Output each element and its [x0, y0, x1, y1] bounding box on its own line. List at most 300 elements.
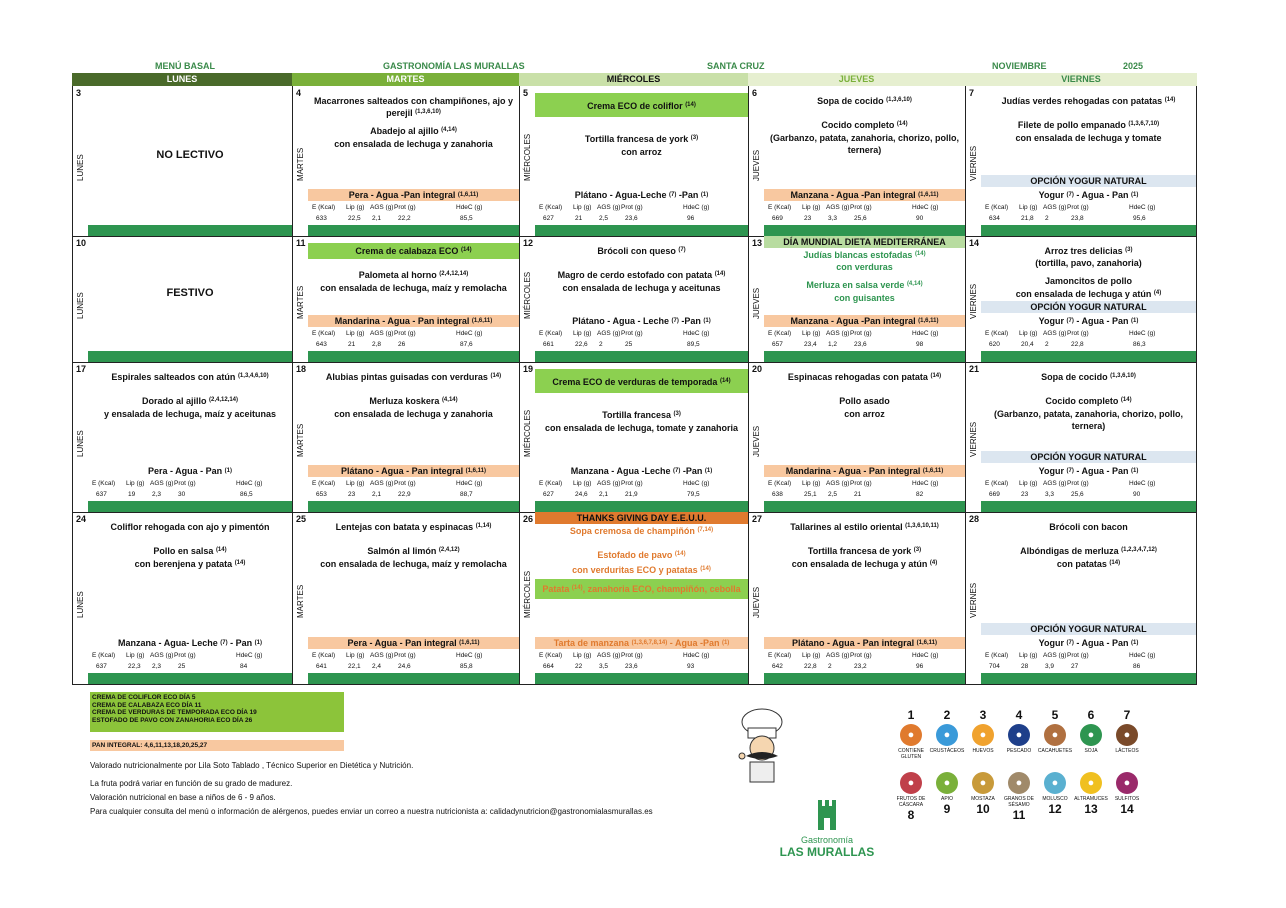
day-number: 11: [296, 238, 306, 248]
nutrition-header-hdc: HdeC (g): [683, 330, 710, 337]
yogurt-option: OPCIÓN YOGUR NATURAL: [981, 175, 1196, 187]
second-course-text: Dorado al ajillo: [141, 396, 207, 406]
dessert-allergens2: (1): [254, 640, 262, 646]
first-course-allergens: (1,3,6,10,11): [905, 523, 939, 529]
first-course-allergens: (1,3,6,10): [886, 97, 912, 103]
allergen-legend-item: [1073, 770, 1109, 816]
second-course-allergens: (1,2,3,4,7,12): [1121, 547, 1157, 553]
side-dish: [981, 559, 1196, 570]
second-course-text: Salmón al limón: [367, 546, 437, 556]
first-course: [308, 372, 519, 383]
cell-footer-bar: [535, 225, 748, 236]
day-cell: [965, 362, 1196, 512]
side-dish-text: con ensalada de lechuga, tomate y zanahoria: [544, 423, 739, 433]
day-cell: [519, 86, 748, 236]
second-course: [981, 276, 1196, 287]
first-course-allergens: (14): [914, 251, 926, 257]
second-course: [308, 126, 519, 137]
nutrition-header: [535, 480, 748, 490]
allergen-legend-item: [893, 708, 929, 760]
nutrition-header-hdc: HdeC (g): [1129, 480, 1156, 487]
nutrition-value: 627: [543, 215, 554, 222]
allergen-legend-item: [965, 770, 1001, 816]
nutrition-value: 661: [543, 341, 554, 348]
nutrition-value: 2: [1045, 215, 1049, 222]
second-course: [88, 396, 292, 407]
first-course: [764, 250, 965, 261]
dessert-text2: -Pan: [678, 190, 699, 200]
second-course: [535, 550, 748, 561]
nutrition-value: 638: [772, 491, 783, 498]
first-course-text: Espinacas rehogadas con patata: [787, 372, 928, 382]
nutrition-header-prot: Prot (g): [394, 480, 416, 487]
side-dish: [764, 409, 965, 420]
second-course-text: Tortilla francesa: [602, 410, 671, 420]
nutrition-header-e: E (Kcal): [768, 330, 792, 337]
dessert: [535, 637, 748, 649]
first-course: [535, 377, 748, 388]
first-course-text: Coliflor rehogada con ajo y pimentón: [110, 522, 270, 532]
nutrition-values: [981, 491, 1196, 501]
second-course: [981, 396, 1196, 407]
second-course-allergens: (14): [1120, 397, 1132, 403]
nutrition-value: 86,5: [240, 491, 253, 498]
nutrition-value: 90: [916, 215, 924, 222]
nutrition-header-lip: Lip (g): [346, 204, 365, 211]
nutrition-values: [308, 663, 519, 673]
first-course-text: Sopa de cocido: [1041, 372, 1108, 382]
nutrition-value: 86,3: [1133, 341, 1146, 348]
nutrition-value: 30: [178, 491, 186, 498]
nutrition-header-e: E (Kcal): [312, 480, 336, 487]
day-cell: [72, 86, 292, 236]
cell-content: [981, 236, 1196, 362]
dessert: [764, 465, 965, 477]
eco-box: [90, 692, 344, 732]
dessert-text: Yogur: [1038, 638, 1064, 648]
first-course: [88, 522, 292, 533]
day-cell: [748, 236, 965, 362]
nutrition-value: 27: [1071, 663, 1079, 670]
first-course: [981, 96, 1196, 107]
nutrition-header-lip: Lip (g): [346, 480, 365, 487]
nutrition-header-e: E (Kcal): [768, 204, 792, 211]
side-dish-text: con ensalada de lechuga y tomate: [1015, 133, 1162, 143]
second-course-text: Pollo asado: [839, 396, 890, 406]
second-course: [535, 270, 748, 281]
nutrition-header-ags: AGS (g): [370, 480, 394, 487]
side-dish-text: con ensalada de lechuga, maíz y remolacha: [320, 283, 507, 293]
allergen-label: APIO: [941, 796, 953, 802]
nutrition-value: 21,9: [625, 491, 638, 498]
first-course-text: Espirales salteados con atún: [111, 372, 236, 382]
first-course: [764, 522, 965, 533]
nutrition-header-ags: AGS (g): [826, 204, 850, 211]
dessert-text: Yogur: [1038, 466, 1064, 476]
second-course-text: Abadejo al ajillo: [370, 126, 439, 136]
allergen-number: 8: [907, 808, 915, 822]
vertical-day-label: LUNES: [76, 154, 85, 181]
nutrition-header-ags: AGS (g): [1043, 480, 1067, 487]
yogurt-option: OPCIÓN YOGUR NATURAL: [981, 301, 1196, 313]
nutrition-value: 22,3: [128, 663, 141, 670]
nutrition-header: [88, 480, 292, 490]
side-dish-allergens: (4): [929, 560, 938, 566]
nutrition-value: 21: [575, 215, 583, 222]
nutrition-header-hdc: HdeC (g): [456, 652, 483, 659]
allergen-icon: ●: [972, 772, 994, 794]
cell-footer-bar: [764, 225, 965, 236]
nutrition-value: 2,3: [152, 663, 162, 670]
side-dish-text: (Garbanzo, patata, zanahoria, chorizo, pollo,: [769, 133, 960, 143]
second-course: [764, 546, 965, 557]
nutrition-header: [308, 480, 519, 490]
allergen-icon: ●: [1008, 772, 1030, 794]
nutrition-header: [535, 652, 748, 662]
second-course-text: Cocido completo: [1045, 396, 1119, 406]
nutrition-value: 22: [575, 663, 583, 670]
first-course-text: Crema ECO de coliflor: [587, 101, 683, 111]
nutrition-header-lip: Lip (g): [802, 480, 821, 487]
second-course-allergens: (14): [215, 547, 227, 553]
allergen-icon: ●: [1116, 724, 1138, 746]
nutrition-value: 633: [316, 215, 327, 222]
first-course-text: Judías verdes rehogadas con patatas: [1001, 96, 1163, 106]
special-day-banner: DÍA MUNDIAL DIETA MEDITERRÁNEA: [764, 236, 965, 248]
day-cell: [72, 512, 292, 684]
vertical-day-label: MARTES: [296, 584, 305, 618]
nutrition-values: [981, 341, 1196, 351]
second-course-allergens: (14): [714, 271, 726, 277]
dessert: [308, 465, 519, 477]
note-line: Para cualquier consulta del menú o información de alérgenos, puedes enviar un correo a nuestra nutricionista a: calidadynutricion@gastronomialasmurallas.es: [90, 807, 653, 816]
nutrition-value: 22,6: [575, 341, 588, 348]
allergen-number: 5: [1051, 708, 1059, 722]
nutrition-header-ags: AGS (g): [370, 652, 394, 659]
second-course: [308, 546, 519, 557]
nutrition-value: 25,6: [854, 215, 867, 222]
first-course: [981, 372, 1196, 383]
nutrition-header-e: E (Kcal): [539, 204, 563, 211]
cell-content: [535, 86, 748, 236]
cell-footer-bar: [764, 351, 965, 362]
second-course-text: Cocido completo: [821, 120, 895, 130]
cell-footer-bar: [981, 673, 1196, 684]
nutrition-value: 637: [96, 491, 107, 498]
cell-footer-bar: [308, 501, 519, 512]
dessert-allergens2: (1): [721, 640, 730, 646]
vertical-day-label: JUEVES: [752, 287, 761, 319]
vertical-day-label: MIÉRCOLES: [523, 409, 532, 457]
nutrition-header-lip: Lip (g): [346, 652, 365, 659]
day-number: 18: [296, 364, 307, 374]
day-header-martes: MARTES: [292, 73, 519, 86]
side-dish: [88, 559, 292, 570]
first-course-allergens: (14): [490, 373, 502, 379]
vertical-day-label: MIÉRCOLES: [523, 570, 532, 618]
nutrition-value: 26: [398, 341, 406, 348]
allergen-label: GRANOS DE SÉSAMO: [1003, 796, 1034, 808]
second-course-text: Pollo en salsa: [153, 546, 214, 556]
cell-footer-bar: [981, 225, 1196, 236]
nutrition-header: [308, 204, 519, 214]
dessert-text2: - Agua - Pan: [1076, 466, 1129, 476]
second-course: [308, 396, 519, 407]
nutrition-header-e: E (Kcal): [768, 652, 792, 659]
nutrition-value: 3,3: [1045, 491, 1055, 498]
cell-content: [308, 86, 519, 236]
vertical-day-label: MARTES: [296, 285, 305, 319]
cell-footer-bar: [308, 351, 519, 362]
nutrition-values: [764, 215, 965, 225]
nutrition-value: 86: [1133, 663, 1141, 670]
nutrition-value: 20,4: [1021, 341, 1034, 348]
garnish-text2: , zanahoria ECO, champiñón, cebolla: [582, 584, 741, 594]
dessert-text: Mandarina - Agua - Pan integral: [334, 316, 470, 326]
first-course-text: Lentejas con batata y espinacas: [335, 522, 474, 532]
first-course-allergens: (7,14): [697, 527, 714, 533]
nutrition-header-e: E (Kcal): [92, 652, 116, 659]
nutrition-header-lip: Lip (g): [1019, 652, 1038, 659]
nutrition-value: 2: [599, 341, 603, 348]
side-dish-text: con ensalada de lechuga, maíz y remolacha: [320, 559, 507, 569]
second-course-allergens: (4,14): [906, 281, 923, 287]
first-course-text: Sopa cremosa de champiñón: [569, 526, 695, 536]
allergen-label: MOSTAZA: [971, 796, 995, 802]
nutrition-value: 637: [96, 663, 107, 670]
first-course-text: Alubias pintas guisadas con verduras: [325, 372, 488, 382]
nutrition-value: 95,6: [1133, 215, 1146, 222]
second-course-allergens: (4,14): [441, 397, 458, 403]
side-dish-text: con ensalada de lechuga y zanahoria: [334, 139, 493, 149]
allergen-number: 4: [1015, 708, 1023, 722]
dessert: [535, 465, 748, 477]
cell-footer-bar: [88, 225, 292, 236]
first-course-text: Tallarines al estilo oriental: [790, 522, 903, 532]
second-course: [535, 134, 748, 145]
first-course-text: Brócoli con bacon: [1049, 522, 1128, 532]
vertical-day-label: JUEVES: [752, 425, 761, 457]
nutrition-value: 23: [1021, 491, 1029, 498]
side-dish-text: con ensalada de lechuga y aceitunas: [562, 283, 721, 293]
tower-icon: [816, 800, 838, 830]
day-number: 24: [76, 514, 87, 524]
side-dish: [88, 409, 292, 420]
first-course-allergens: (1,3,4,6,10): [237, 373, 269, 379]
nutrition-value: 25: [625, 341, 633, 348]
allergen-number: 9: [943, 802, 951, 816]
vertical-day-label: MARTES: [296, 147, 305, 181]
cell-content: [764, 86, 965, 236]
nutrition-header: [764, 652, 965, 662]
dessert-text2: -Pan: [681, 316, 701, 326]
dessert-allergens: (1,6,11): [916, 640, 938, 646]
first-course-text: Sopa de cocido: [817, 96, 884, 106]
dessert-allergens: (1,6,11): [918, 318, 939, 324]
side-dish-cont-text: ternera): [847, 145, 882, 155]
allergen-legend-item: [1001, 708, 1037, 754]
nutrition-header-hdc: HdeC (g): [912, 652, 939, 659]
nutrition-header: [535, 330, 748, 340]
day-cell: [292, 512, 519, 684]
vertical-day-label: JUEVES: [752, 586, 761, 618]
second-course-text: Tortilla francesa de york: [584, 134, 689, 144]
allergen-label: PESCADO: [1006, 748, 1032, 754]
allergen-label: SOJA: [1084, 748, 1098, 754]
dessert: [981, 637, 1196, 649]
nutrition-header-hdc: HdeC (g): [683, 652, 710, 659]
first-course-text: Brócoli con queso: [597, 246, 676, 256]
dessert: [308, 189, 519, 201]
allergen-icon: ●: [936, 772, 958, 794]
nutrition-value: 669: [989, 491, 1000, 498]
cell-content: [308, 236, 519, 362]
nutrition-value: 22,8: [804, 663, 817, 670]
nutrition-value: 96: [687, 215, 695, 222]
nutrition-header-e: E (Kcal): [539, 652, 563, 659]
nutrition-header-lip: Lip (g): [573, 652, 592, 659]
vertical-day-label: JUEVES: [752, 149, 761, 181]
allergen-number: 1: [907, 708, 915, 722]
allergen-number: 12: [1048, 802, 1062, 816]
vertical-day-label: LUNES: [76, 430, 85, 457]
day-header-jueves: JUEVES: [748, 73, 965, 86]
second-course-allergens: (3): [690, 135, 699, 141]
dessert-allergens: (7): [668, 192, 677, 198]
dessert-allergens: (1,6,11): [465, 468, 487, 474]
first-course-cont-text: con verduras: [836, 262, 893, 272]
first-course-text: Crema ECO de verduras de temporada: [552, 377, 718, 387]
second-course-allergens: (3): [913, 547, 922, 553]
day-cell: [965, 512, 1196, 684]
second-course: [764, 396, 965, 407]
holiday-text: NO LECTIVO: [156, 149, 224, 161]
cell-content: [981, 86, 1196, 236]
month-label: NOVIEMBRE: [992, 61, 1047, 71]
second-course-text: Estofado de pavo: [597, 550, 673, 560]
dessert-text2: - Agua - Pan: [1076, 190, 1129, 200]
allergen-legend-item: [1109, 708, 1145, 754]
dessert-text: Plátano - Agua-Leche: [574, 190, 667, 200]
nutrition-header-e: E (Kcal): [985, 330, 1009, 337]
nutrition-header-e: E (Kcal): [985, 480, 1009, 487]
day-number: 4: [296, 88, 302, 98]
nutrition-header-prot: Prot (g): [850, 330, 872, 337]
allergen-icon: ●: [1044, 724, 1066, 746]
nutrition-value: 3,3: [828, 215, 838, 222]
nutrition-header: [88, 652, 292, 662]
allergen-icon: ●: [1080, 772, 1102, 794]
chef-illustration: [732, 704, 792, 784]
nutrition-value: 620: [989, 341, 1000, 348]
dessert-allergens: (1,6,11): [459, 640, 480, 646]
nutrition-header-hdc: HdeC (g): [1129, 330, 1156, 337]
allergen-label: CRUSTÁCEOS: [929, 748, 965, 754]
allergen-label: FRUTOS DE CÁSCARA: [896, 796, 926, 808]
nutrition-header-ags: AGS (g): [597, 652, 621, 659]
nutrition-values: [535, 341, 748, 351]
dessert-text: Plátano - Agua - Pan integral: [340, 466, 464, 476]
day-cell: [748, 86, 965, 236]
dessert-text2: - Pan: [230, 638, 253, 648]
side-dish: [535, 147, 748, 158]
dessert-allergens: (1,6,11): [471, 318, 493, 324]
nutrition-value: 93: [687, 663, 695, 670]
first-course: [308, 96, 519, 107]
nutrition-header-hdc: HdeC (g): [456, 330, 483, 337]
nutrition-header-e: E (Kcal): [985, 652, 1009, 659]
allergen-icon: ●: [1044, 772, 1066, 794]
first-course: [764, 372, 965, 383]
nutrition-values: [88, 663, 292, 673]
day-cell: [292, 362, 519, 512]
note-line: Valoración nutricional en base a niños de 6 - 9 años.: [90, 793, 276, 802]
cell-content: [88, 512, 292, 684]
first-course-allergens: (14): [685, 102, 696, 108]
nutrition-header-lip: Lip (g): [346, 330, 365, 337]
side-dish: [764, 133, 965, 144]
eco-line: CREMA DE VERDURAS DE TEMPORADA ECO DÍA 19: [92, 709, 257, 716]
second-course-allergens: (14): [674, 551, 686, 557]
day-number: 6: [752, 88, 758, 98]
nutrition-header-prot: Prot (g): [621, 330, 643, 337]
first-course-cont: [764, 262, 965, 273]
nutrition-values: [981, 215, 1196, 225]
first-course: [981, 246, 1196, 257]
allergen-legend-item: [929, 708, 965, 754]
nutrition-value: 22,9: [398, 491, 411, 498]
nutrition-value: 627: [543, 491, 554, 498]
nutrition-header-lip: Lip (g): [126, 480, 145, 487]
allergen-number: 11: [1012, 808, 1026, 822]
nutrition-header-prot: Prot (g): [174, 652, 196, 659]
cell-footer-bar: [981, 351, 1196, 362]
dessert-text: Manzana - Agua -Pan integral: [790, 190, 916, 200]
first-course-allergens: (1,14): [475, 523, 492, 529]
first-course: [535, 101, 748, 112]
dessert: [981, 315, 1196, 327]
dessert-allergens: (7): [1066, 192, 1074, 198]
nutrition-header-ags: AGS (g): [150, 652, 174, 659]
day-number: 19: [523, 364, 534, 374]
yogurt-option: OPCIÓN YOGUR NATURAL: [981, 451, 1196, 463]
day-cell: [292, 236, 519, 362]
vertical-day-label: VIERNES: [969, 421, 978, 457]
second-course-allergens: (1,3,6,7,10): [1128, 121, 1160, 127]
first-course-text: Judías blancas estofadas: [803, 250, 913, 260]
nutrition-value: 634: [989, 215, 1000, 222]
nutrition-value: 2,5: [599, 215, 609, 222]
nutrition-value: 643: [316, 341, 327, 348]
dessert-allergens: (7): [671, 318, 679, 324]
note-line: La fruta podrá variar en función de su grado de madurez.: [90, 779, 293, 788]
side-dish-text: con arroz: [844, 409, 885, 419]
cell-footer-bar: [88, 351, 292, 362]
cell-content: [764, 236, 965, 362]
nutrition-value: 641: [316, 663, 327, 670]
side-dish-allergens: (14): [234, 560, 246, 566]
nutrition-header-hdc: HdeC (g): [683, 204, 710, 211]
cell-footer-bar: [764, 501, 965, 512]
nutrition-header-hdc: HdeC (g): [456, 204, 483, 211]
second-course-text: Jamoncitos de pollo: [1044, 276, 1132, 286]
nutrition-header-prot: Prot (g): [621, 204, 643, 211]
side-dish-text: y ensalada de lechuga, maíz y aceitunas: [103, 409, 277, 419]
nutrition-value: 2,3: [152, 491, 162, 498]
cell-content: [535, 236, 748, 362]
second-course-allergens: (14): [896, 121, 908, 127]
allergen-icon: ●: [900, 724, 922, 746]
